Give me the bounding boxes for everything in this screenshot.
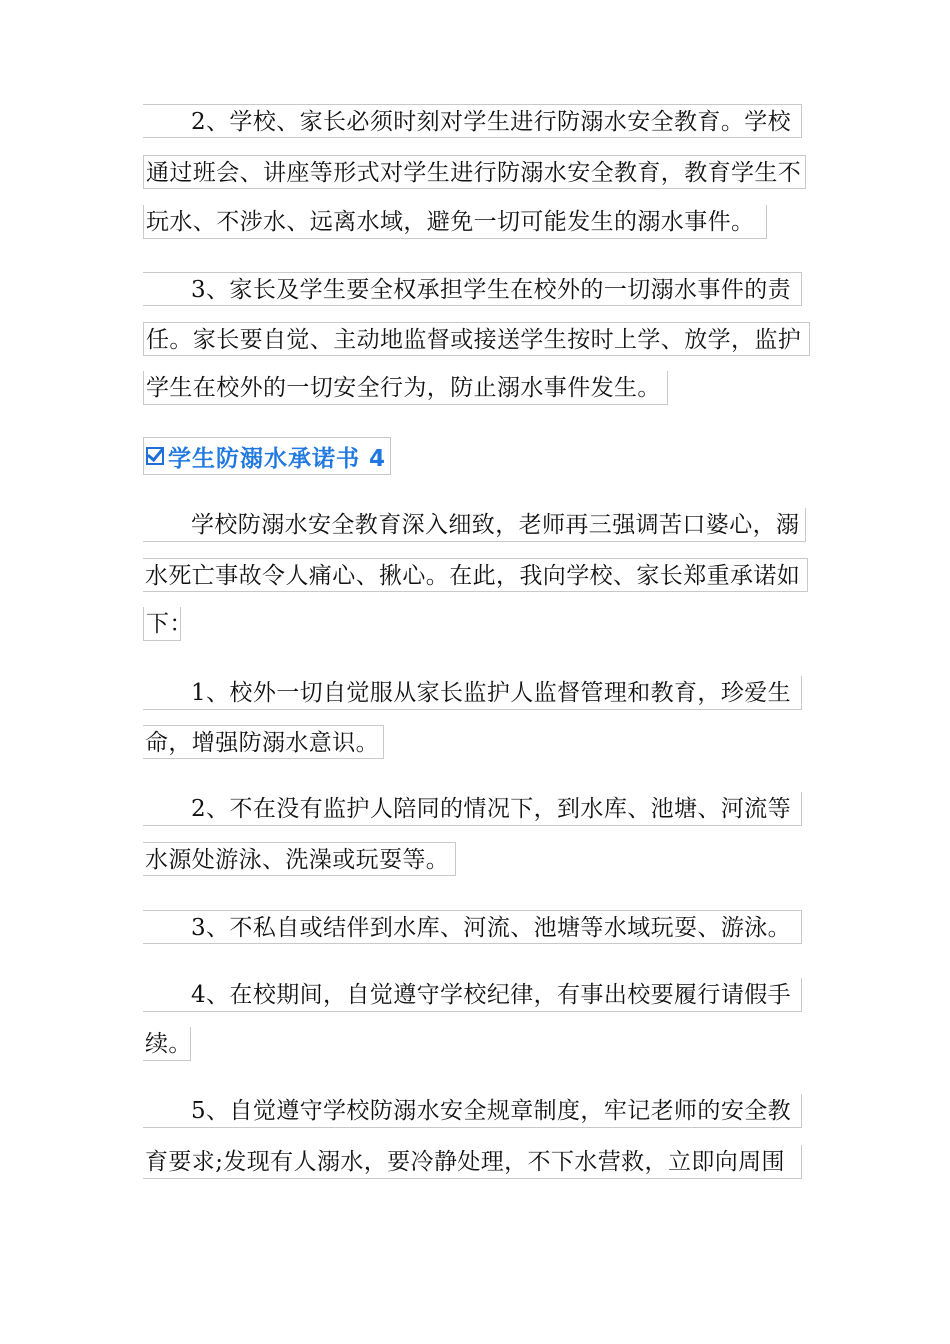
checkbox-icon: [146, 447, 164, 465]
pledge-5-line-1: 5、自觉遵守学校防溺水安全规章制度，牢记老师的安全教: [143, 1094, 802, 1128]
section-heading-text: 学生防溺水承诺书 4: [168, 445, 387, 472]
paragraph-2-line-2: 通过班会、讲座等形式对学生进行防溺水安全教育，教育学生不: [143, 155, 806, 189]
paragraph-2-line-1: 2、学校、家长必须时刻对学生进行防溺水安全教育。学校: [143, 104, 802, 138]
pledge-4-line-1: 4、在校期间，自觉遵守学校纪律，有事出校要履行请假手: [143, 978, 802, 1012]
pledge-4-line-2: 续。: [143, 1027, 191, 1061]
pledge-1-line-2: 命，增强防溺水意识。: [143, 725, 384, 759]
intro-line-3: 下：: [143, 607, 181, 641]
pledge-2-line-2: 水源处游泳、洗澡或玩耍等。: [143, 842, 456, 876]
paragraph-3-line-2: 任。家长要自觉、主动地监督或接送学生按时上学、放学，监护: [143, 322, 810, 356]
paragraph-3-line-3: 学生在校外的一切安全行为，防止溺水事件发生。: [143, 371, 668, 405]
intro-line-2: 水死亡事故令人痛心、揪心。在此，我向学校、家长郑重承诺如: [143, 558, 808, 592]
pledge-2-line-1: 2、不在没有监护人陪同的情况下，到水库、池塘、河流等: [143, 792, 802, 826]
section-heading: [143, 437, 391, 475]
paragraph-3-line-1: 3、家长及学生要全权承担学生在校外的一切溺水事件的责: [143, 272, 802, 306]
paragraph-2-line-3: 玩水、不涉水、远离水域，避免一切可能发生的溺水事件。: [143, 205, 767, 239]
pledge-3-line-1: 3、不私自或结伴到水库、河流、池塘等水域玩耍、游泳。: [143, 910, 802, 944]
intro-line-1: 学校防溺水安全教育深入细致，老师再三强调苦口婆心，溺: [143, 508, 806, 542]
pledge-5-line-2: 育要求;发现有人溺水，要冷静处理，不下水营救，立即向周围: [143, 1145, 802, 1179]
pledge-1-line-1: 1、校外一切自觉服从家长监护人监督管理和教育，珍爱生: [143, 676, 802, 710]
